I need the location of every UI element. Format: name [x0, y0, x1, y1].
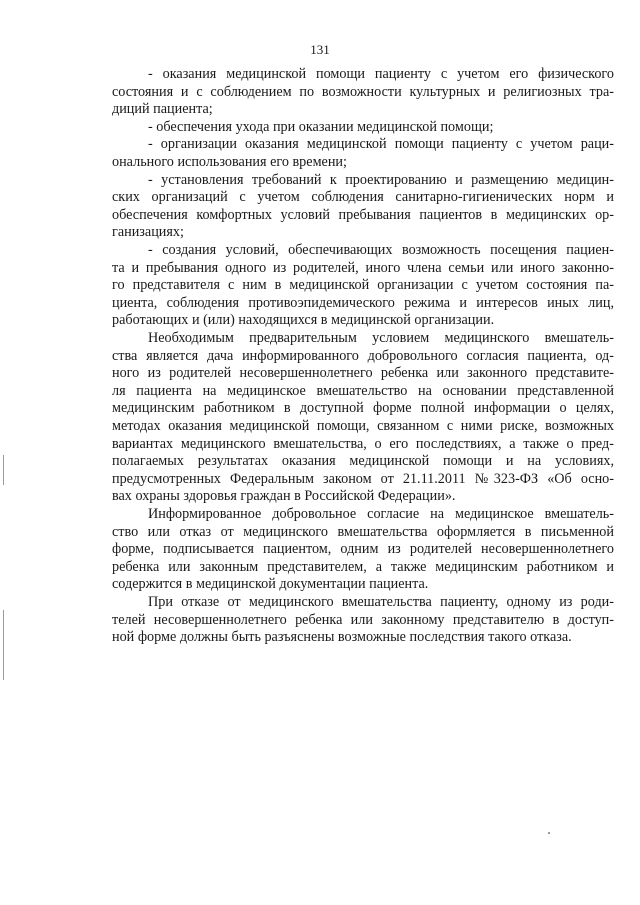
scan-artifact — [3, 610, 4, 680]
text-line: ного из родителей несовершеннолетнего ребенка или законного представите- — [112, 365, 614, 382]
text-line: обеспечения комфортных условий пребывания пациентов в медицинских ор- — [112, 206, 614, 223]
text-line: форме, подписывается пациентом, одним из родителей несовершеннолетнего — [112, 541, 614, 558]
text-line: ганизациях; — [112, 224, 184, 241]
text-line: медицинским работником в доступной форме полной информации о целях, — [112, 400, 614, 417]
text-line: - установления требований к проектированию и размещению медицин- — [148, 171, 614, 188]
text-line: работающих и (или) находящихся в медицинской организации. — [112, 312, 495, 329]
text-line: диций пациента; — [112, 101, 213, 118]
text-line: предусмотренных Федеральным законом от 21.11.2011 №323-ФЗ «Об осно- — [112, 470, 614, 487]
text-line: - обеспечения ухода при оказании медицинской помощи; — [148, 118, 494, 135]
text-line: Информированное добровольное согласие на медицинское вмешатель- — [148, 506, 614, 522]
text-line: содержится в медицинской документации пациента. — [112, 576, 429, 593]
page-number: 131 — [310, 42, 330, 57]
text-line: Необходимым предварительным условием медицинского вмешатель- — [148, 330, 614, 346]
text-line: - организации оказания медицинской помощи пациенту с учетом раци- — [148, 136, 614, 153]
scan-artifact — [548, 832, 550, 834]
text-line: ребенка или законным представителем, а также медицинским работником и — [112, 558, 614, 575]
text-line: ства является дача информированного добровольного согласия пациента, од- — [112, 347, 614, 364]
text-line: - оказания медицинской помощи пациенту с учетом его физического — [148, 66, 614, 82]
text-line: При отказе от медицинского вмешательства пациенту, одному из роди- — [148, 594, 614, 610]
text-line: вариантах медицинского вмешательства, о его последствиях, а также о пред- — [112, 435, 614, 452]
text-line: ной форме должны быть разъяснены возможные последствия такого отказа. — [112, 629, 572, 646]
text-line: телей несовершеннолетнего ребенка или законному представителю в доступ- — [112, 611, 614, 628]
text-line: ских организаций с учетом соблюдения санитарно-гигиенических норм и — [112, 189, 614, 206]
text-line: циента, соблюдения противоэпидемического режима и интересов иных лиц, — [112, 294, 614, 311]
text-line: та и пребывания одного из родителей, иного члена семьи или иного законно- — [112, 259, 614, 276]
text-line: вах охраны здоровья граждан в Российской Федерации». — [112, 488, 456, 505]
text-line: ля пациента на медицинское вмешательство на основании представленной — [112, 382, 614, 399]
text-line: го представителя с ним в медицинской организации с учетом состояния па- — [112, 277, 614, 294]
text-line: полагаемых результатах оказания медицинской помощи и на условиях, — [112, 453, 614, 470]
text-line: онального использования его времени; — [112, 154, 347, 170]
text-line: состояния и с соблюдением по возможности культурных и религиозных тра- — [112, 83, 614, 100]
text-line: методах оказания медицинской помощи, связанном с ними риске, возможных — [112, 418, 614, 434]
scan-artifact — [3, 455, 4, 485]
text-line: ство или отказ от медицинского вмешательства оформляется в письменной — [112, 523, 614, 540]
text-line: - создания условий, обеспечивающих возможность посещения пациен- — [148, 242, 614, 258]
